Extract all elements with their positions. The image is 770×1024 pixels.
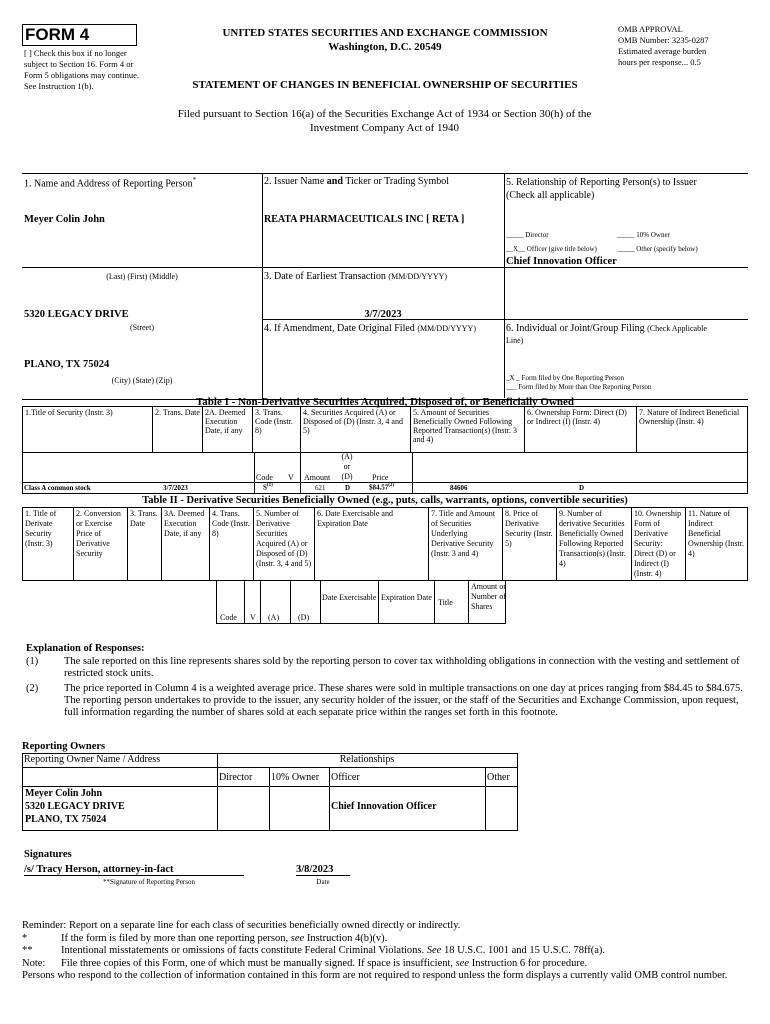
owners-col-officer: Officer — [331, 772, 360, 783]
reporting-person-street: 5320 LEGACY DRIVE — [24, 309, 129, 320]
t2-sub-d: (D) — [298, 613, 310, 622]
box1-label-text: 1. Name and Address of Reporting Person — [24, 178, 193, 190]
t2-sub-v: V — [250, 613, 256, 622]
date-caption: Date — [316, 878, 330, 886]
owners-line-5 — [269, 767, 270, 830]
t2-col-number: 5. Number of Derivative Securities Acquired (A) or Disposed of (D) (Instr. 3, 4 and 5) — [254, 508, 315, 581]
box6-label-line: Line) — [506, 336, 524, 345]
box5-label — [506, 176, 746, 202]
box4-label-text: 4. If Amendment, Date Original Filed — [264, 323, 415, 334]
box2-label-b: Ticker or Trading Symbol — [345, 176, 450, 187]
signature-date: 3/8/2023 — [296, 864, 350, 876]
t1-row-title: Class A common stock — [24, 484, 91, 492]
footer-dstar-text — [61, 945, 605, 958]
divider-4 — [22, 267, 262, 268]
t1-col-deemed: 2A. Deemed Execution Date, if any — [203, 407, 253, 453]
t2-col-deemed: 3A. Deemed Execution Date, if any — [162, 508, 210, 581]
agency-name: UNITED STATES SECURITIES AND EXCHANGE COMMISSION — [222, 27, 548, 39]
filing-more: ___ Form filed by More than One Reporting Person — [506, 383, 652, 391]
rel-ten-pct: _____ 10% Owner — [617, 231, 670, 239]
table2-title: Table II - Derivative Securities Beneficially Owned (e.g., puts, calls, warrants, options, convertible securities) — [142, 495, 628, 506]
t1-col-date: 2. Trans. Date — [153, 407, 203, 453]
footer-star-see: see — [290, 932, 305, 944]
t1-row-price-footnote: (2) — [388, 483, 395, 488]
reporting-person-name: Meyer Colin John — [24, 214, 105, 225]
t1-row-price — [369, 483, 394, 491]
explanation-num-2: (2) — [26, 683, 39, 694]
agency-location: Washington, D.C. 20549 — [328, 41, 442, 53]
omb-title: OMB APPROVAL — [618, 24, 683, 34]
box5-label-2: (Check all applicable) — [506, 190, 595, 201]
box6-label — [506, 323, 746, 347]
earliest-transaction-date: 3/7/2023 — [364, 309, 402, 320]
divider-5 — [504, 267, 748, 268]
box5-label-1: 5. Relationship of Reporting Person(s) to Issuer — [506, 177, 697, 188]
footer-note — [22, 958, 752, 971]
omb-hours: hours per response... 0.5 — [618, 57, 701, 67]
explanation-item-1 — [26, 656, 748, 680]
box2-label — [264, 176, 449, 187]
omb-burden: Estimated average burden — [618, 46, 707, 56]
footer-note-text — [61, 958, 587, 971]
t2-sub-div-3 — [290, 580, 291, 624]
signatures-title: Signatures — [24, 849, 72, 860]
footer-note-a: File three copies of this Form, one of which must be manually signed. If space is insufficient, — [61, 957, 454, 969]
t1-col-form: 6. Ownership Form: Direct (D) or Indirect (I) (Instr. 4) — [525, 407, 637, 453]
issuer-name: REATA PHARMACEUTICALS INC [ RETA ] — [264, 214, 465, 225]
footer-dstar-mark: ** — [22, 945, 33, 956]
footer — [22, 920, 752, 983]
footer-note-mark: Note: — [22, 957, 46, 969]
footer-star-mark: * — [22, 932, 28, 944]
box6-label-text: 6. Individual or Joint/Group Filing — [506, 323, 645, 334]
t1-row-amount: 621 — [315, 484, 326, 492]
explanation-text-1: The sale reported on this line represents shares sold by the reporting person to cover tax withholding obligations in connection with the vesting and settlement of restricted stock units. — [64, 656, 740, 679]
omb-number: OMB Number: 3235-0287 — [618, 35, 709, 45]
explanation-title: Explanation of Responses: — [26, 643, 145, 654]
t2-col-nature: 11. Nature of Indirect Beneficial Ownership (Instr. 4) — [686, 508, 748, 581]
signature-caption: **Signature of Reporting Person — [103, 878, 195, 886]
t1-sub-v: V — [288, 473, 294, 482]
box1-label — [24, 176, 196, 189]
owners-line-4 — [23, 786, 517, 787]
box1-label-mark: * — [192, 176, 197, 184]
table1-title: Table I - Non-Derivative Securities Acquired, Disposed of, or Beneficially Owned — [195, 396, 575, 408]
t2-sub-div-5 — [378, 580, 379, 624]
t2-sub-title: Title — [438, 598, 453, 607]
filed-pursuant-line-2: Investment Company Act of 1940 — [309, 122, 460, 134]
table2 — [22, 507, 748, 581]
form-title-text: FORM 4 — [25, 25, 90, 44]
divider-3 — [262, 267, 505, 268]
box4-label-fmt: (MM/DD/YYYY) — [417, 324, 476, 333]
owners-line-7 — [485, 767, 486, 830]
owner-officer: Chief Innovation Officer — [331, 801, 437, 812]
t2-col-date: 3. Trans. Date — [128, 508, 162, 581]
t2-sub-exp: Expiration Date — [381, 593, 432, 602]
t1-row-price-value: $84.57 — [369, 483, 389, 492]
t1-row-form: D — [579, 484, 585, 492]
t2-col-conversion: 2. Conversion or Exercise Price of Derivative Security — [74, 508, 128, 581]
rel-other: _____ Other (specify below) — [617, 245, 698, 253]
footer-note-see: see — [455, 957, 470, 969]
explanation-text-2: The price reported in Column 4 is a weighted average price. These shares were sold in multiple transactions on one day at prices ranging from $84.45 to $84.675. The reporting person undertakes to provide to the issuer, any security holder of the issuer, or the staff of the Securities and Exchange Commission, upon request, full information regarding the number of shares sold at each separate price within the ranges set forth in this footnote. — [64, 683, 743, 718]
checkbox-note: [ ] Check this box if no longer subject to Section 16. Form 4 or Form 5 obligations may continue. See Instruction 1(b). — [24, 48, 139, 91]
owners-col-other: Other — [487, 772, 510, 783]
owners-col-rel: Relationships — [339, 754, 395, 765]
box4-label — [264, 323, 476, 334]
officer-title: Chief Innovation Officer — [506, 256, 617, 267]
t1-sub-aord: (A) or (D) — [341, 452, 353, 481]
t2-col-exercisable: 6. Date Exercisable and Expiration Date — [315, 508, 429, 581]
owner-name: Meyer Colin John — [25, 788, 103, 799]
explanation-item-2 — [26, 683, 748, 719]
filed-pursuant-line-1: Filed pursuant to Section 16(a) of the Securities Exchange Act of 1934 or Section 30(h) of the — [177, 108, 592, 120]
t1-col-nature: 7. Nature of Indirect Beneficial Ownership (Instr. 4) — [637, 407, 748, 453]
t2-sub-div-7 — [468, 580, 469, 624]
statement-title: STATEMENT OF CHANGES IN BENEFICIAL OWNERSHIP OF SECURITIES — [192, 79, 578, 91]
owners-table — [22, 753, 518, 831]
box2-label-and: and — [326, 176, 343, 187]
top-boxes — [22, 173, 748, 400]
t1-col-owned: 5. Amount of Securities Beneficially Owned Following Reported Transaction(s) (Instr. 3 and 4) — [411, 407, 525, 453]
t1-row-code-footnote: (1) — [266, 483, 273, 488]
t1-col-acquired: 4. Securities Acquired (A) or Disposed of (D) (Instr. 3, 4 and 5) — [301, 407, 411, 453]
table1 — [22, 406, 748, 453]
t2-sub-div-4 — [320, 580, 321, 624]
name-caption: (Last) (First) (Middle) — [106, 272, 178, 281]
filing-one: _X _ Form filed by One Reporting Person — [506, 374, 625, 382]
box3-label-text: 3. Date of Earliest Transaction — [264, 271, 386, 282]
owner-street: 5320 LEGACY DRIVE — [25, 801, 125, 812]
t1-col-title: 1.Title of Security (Instr. 3) — [23, 407, 153, 453]
t1-sub-amount: Amount — [304, 473, 331, 482]
t2-col-underlying: 7. Title and Amount of Securities Underlying Derivative Security (Instr. 3 and 4) — [429, 508, 503, 581]
street-caption: (Street) — [130, 323, 154, 332]
t1-row-owned: 84606 — [450, 484, 468, 492]
t1-row-code-value: S — [263, 483, 267, 492]
footer-dstar-b: 18 U.S.C. 1001 and 15 U.S.C. 78ff(a). — [443, 945, 606, 956]
t2-sub-div-6 — [434, 580, 435, 624]
form-title — [22, 24, 137, 46]
t2-col-title: 1. Title of Derivate Security (Instr. 3) — [23, 508, 74, 581]
footer-dstar-a: Intentional misstatements or omissions of facts constitute Federal Criminal Violations. — [61, 945, 425, 956]
box3-label-fmt: (MM/DD/YYYY) — [388, 272, 448, 281]
t2-col-form: 10. Ownership Form of Derivative Security: Direct (D) or Indirect (I) (Instr. 4) — [632, 508, 686, 581]
footer-dstar-see: See — [426, 945, 442, 956]
rel-director: _____ Director — [506, 231, 549, 239]
divider-1 — [262, 173, 263, 398]
t2-col-price: 8. Price of Derivative Security (Instr. 5) — [503, 508, 557, 581]
owner-city: PLANO, TX 75024 — [25, 814, 107, 825]
footer-star-text — [61, 933, 387, 946]
t2-sub-div-2 — [260, 580, 261, 624]
reminder: Reminder: Report on a separate line for each class of securities beneficially owned directly or indirectly. — [22, 920, 461, 931]
box6-label-small: (Check Applicable — [647, 324, 707, 333]
t1-row-code — [263, 483, 273, 491]
t1-sub-price: Price — [372, 473, 389, 482]
t1-row-date: 3/7/2023 — [163, 484, 188, 492]
explanation-num-1: (1) — [26, 656, 39, 667]
footer-dstar — [22, 945, 752, 958]
owners-line-3 — [217, 767, 517, 768]
owners-line-6 — [329, 767, 330, 830]
t1-sub-code: Code — [256, 473, 273, 482]
owners-col-name: Reporting Owner Name / Address — [24, 754, 161, 765]
box2-label-a: 2. Issuer Name — [264, 176, 325, 187]
t2-sub-date-ex: Date Exercisable — [322, 593, 377, 602]
t2-sub-a: (A) — [268, 613, 280, 622]
footer-star — [22, 933, 752, 946]
divider-2 — [504, 173, 505, 398]
rel-officer: __X__ Officer (give title below) — [506, 245, 597, 253]
footer-star-b: Instruction 4(b)(v). — [306, 932, 388, 944]
footer-persons: Persons who respond to the collection of information contained in this form are not required to respond unless the form displays a currently valid OMB control number. — [22, 970, 728, 981]
owners-col-director: Director — [219, 772, 253, 783]
owners-title: Reporting Owners — [22, 741, 106, 752]
owners-line-1 — [23, 767, 217, 768]
omb-approval — [618, 24, 758, 68]
owners-line-2 — [217, 754, 218, 830]
t2-sub-amount: Amount or Number of Shares — [471, 582, 506, 611]
city-caption: (City) (State) (Zip) — [111, 376, 173, 385]
footer-note-b: Instruction 6 for procedure. — [471, 957, 588, 969]
t1-row-aord: D — [345, 484, 351, 492]
signer: /s/ Tracy Herson, attorney-in-fact — [24, 864, 244, 876]
t2-sub-code: Code — [220, 613, 237, 622]
t2-col-owned: 9. Number of derivative Securities Beneficially Owned Following Reported Transaction(s) (Instr. 4) — [557, 508, 632, 581]
t2-col-code: 4. Trans. Code (Instr. 8) — [210, 508, 254, 581]
t1-row — [22, 482, 748, 494]
t2-sub-div-1 — [244, 580, 245, 624]
t1-col-code: 3. Trans. Code (Instr. 8) — [253, 407, 301, 453]
reporting-person-city: PLANO, TX 75024 — [24, 359, 110, 370]
owners-col-ten: 10% Owner — [271, 772, 320, 783]
footer-star-a: If the form is filed by more than one reporting person, — [61, 932, 289, 944]
box3-label — [264, 271, 447, 282]
